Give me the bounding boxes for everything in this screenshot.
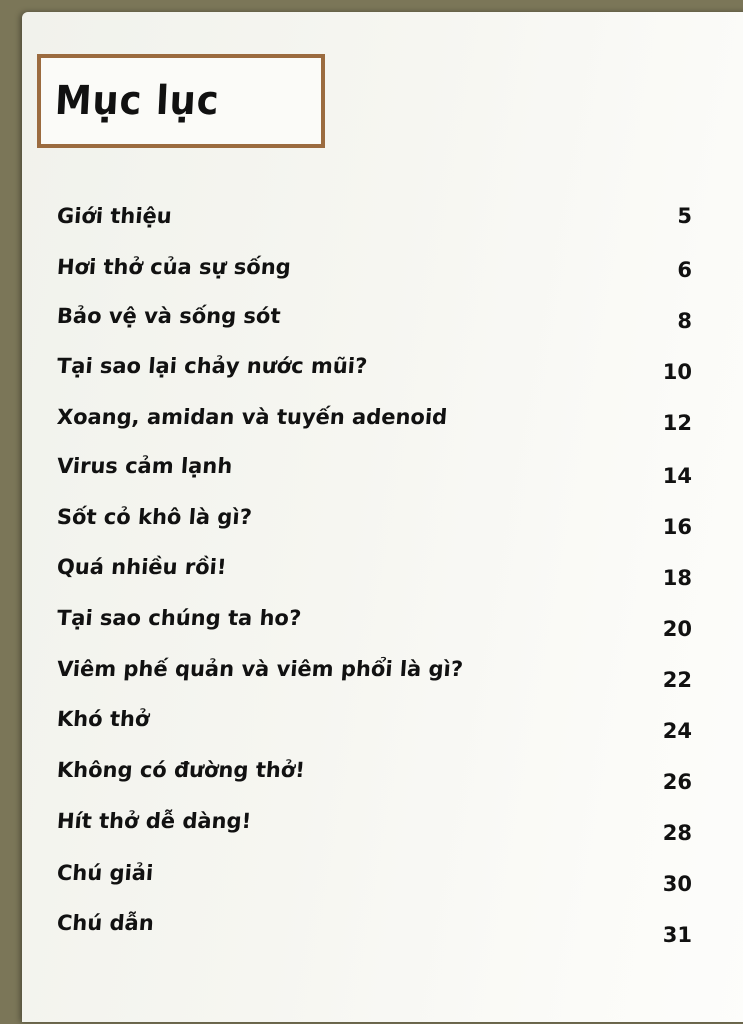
toc-entry-title: Bảo vệ và sống sót: [56, 304, 282, 328]
toc-entry-title: Quá nhiều rồi!: [56, 555, 228, 579]
toc-entry-title: Virus cảm lạnh: [56, 454, 234, 478]
toc-entry-page: 26: [662, 770, 692, 794]
toc-entry-page: 31: [662, 923, 692, 947]
toc-entry-title: Xoang, amidan và tuyến adenoid: [56, 405, 449, 429]
toc-entry-page: 8: [677, 309, 692, 333]
toc-entry-title: Hít thở dễ dàng!: [56, 809, 253, 833]
toc-entry-page: 14: [662, 464, 692, 488]
toc-entry-page: 5: [677, 204, 692, 228]
toc-entry-page: 12: [662, 411, 692, 435]
toc-entry-page: 18: [662, 566, 692, 590]
toc-entry-title: Tại sao lại chảy nước mũi?: [56, 354, 369, 378]
toc-entry-page: 10: [662, 360, 692, 384]
toc-entry-title: Chú dẫn: [56, 911, 155, 935]
toc-entry-title: Khó thở: [56, 707, 151, 731]
toc-entry-page: 22: [662, 668, 692, 692]
toc-entry-title: Tại sao chúng ta ho?: [56, 606, 302, 630]
toc-entry-title: Hơi thở của sự sống: [56, 255, 292, 279]
toc-entry-title: Sốt cỏ khô là gì?: [56, 505, 253, 529]
toc-entry-title: Viêm phế quản và viêm phổi là gì?: [56, 657, 464, 681]
toc-entry-page: 30: [662, 872, 692, 896]
toc-entry-page: 20: [662, 617, 692, 641]
toc-entry-page: 24: [662, 719, 692, 743]
table-of-contents: [22, 12, 743, 1022]
toc-entry-page: 28: [662, 821, 692, 845]
toc-entry-title: Không có đường thở!: [56, 758, 306, 782]
book-page: [22, 12, 743, 1022]
toc-entry-page: 16: [662, 515, 692, 539]
toc-entry-page: 6: [677, 258, 692, 282]
toc-entry-title: Chú giải: [56, 861, 155, 885]
toc-entry-title: Giới thiệu: [56, 204, 173, 228]
page-title: Mục lục: [53, 78, 221, 124]
